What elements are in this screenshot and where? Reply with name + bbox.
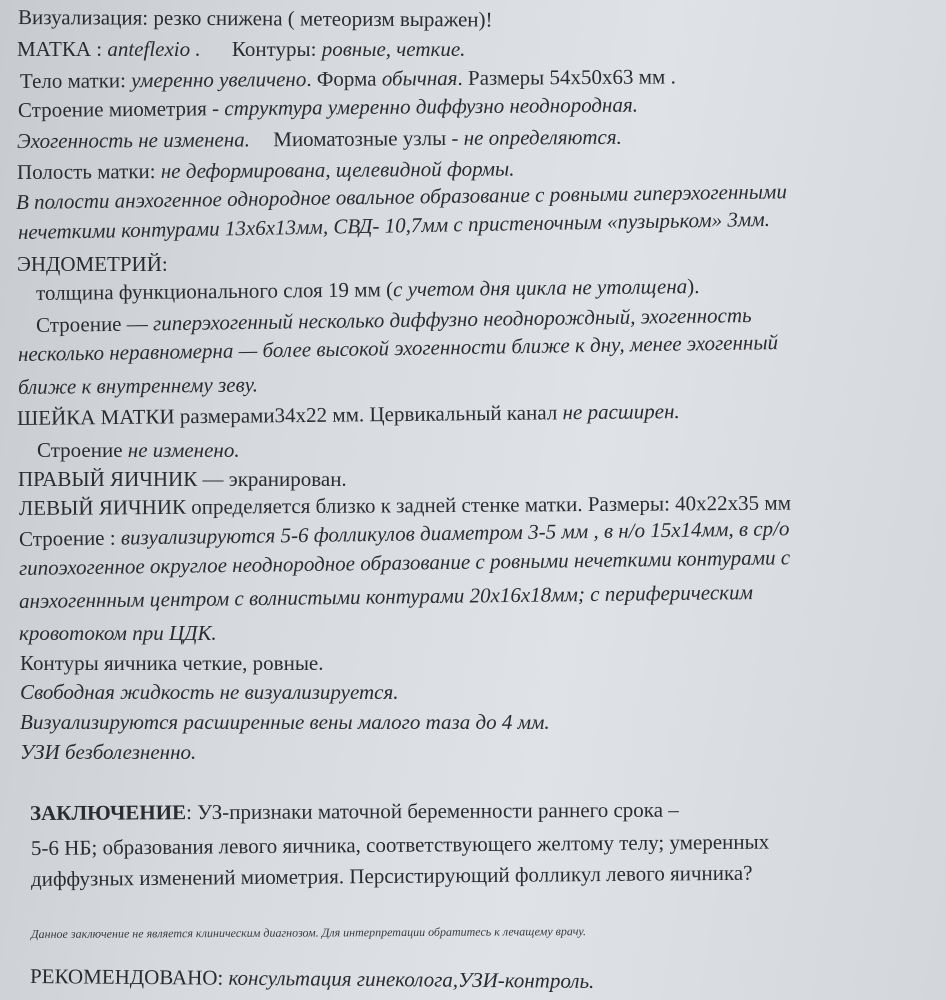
thickness-note: с учетом дня цикла не утолщена (392, 274, 688, 302)
ovary-contours: Контуры яичника четкие, ровные. (20, 651, 324, 675)
disclaimer-line (31, 925, 586, 940)
cavity-label: Полость матки: (16, 158, 161, 184)
recommendation-value: консультация гинеколога,УЗИ-контроль. (228, 965, 595, 993)
ovary-contours-line (20, 653, 324, 674)
cavity-text-2: нечеткими контурами 13x6x13мм, СВД- 10,7мм с пристеночным «пузырьком» 3мм. (17, 206, 771, 244)
cervix-structure-line (37, 440, 240, 461)
endometrium-structure-2: несколько неравномерна — более высокой эхогенности ближе к дну, менее эхогенный (17, 330, 779, 366)
echogenicity-value: Эхогенность не изменена. (16, 127, 251, 153)
conclusion-line-2 (30, 829, 770, 860)
disclaimer: Данное заключение не является клиническим диагнозом. Для интерпретации обратитесь к лечащему врачу. (30, 924, 587, 941)
uterus-form-value: обычная (381, 65, 458, 91)
endometrium-thickness-line (36, 276, 700, 304)
cervix-structure-label: Строение (37, 438, 128, 462)
pelvic-veins-line (20, 712, 550, 733)
free-fluid-line (20, 682, 399, 703)
thickness-end: ). (687, 274, 700, 299)
cervix-structure-value: не изменено. (127, 438, 240, 462)
conclusion-text-1: : УЗ-признаки маточной беременности раннего срока – (186, 797, 679, 825)
uterus-body-line (20, 66, 676, 92)
endometrium-structure-line-3 (18, 374, 258, 398)
endometrium-heading: ЭНДОМЕТРИЙ: (17, 252, 168, 276)
ovary-structure-line-3 (19, 582, 753, 612)
endometrium-structure-3: ближе к внутреннему зеву. (17, 372, 259, 399)
uterus-form-label: . Форма (306, 66, 382, 92)
cervix-value: не расширен. (562, 399, 680, 425)
cervix-line (17, 401, 680, 429)
endometrium-structure-1: гиперэхогенный несколько диффузно неоднорождный, эхогенность (152, 303, 752, 336)
cavity-line (16, 156, 515, 184)
endometrium-structure-label: Строение — (35, 311, 154, 337)
ovary-structure-line-2 (19, 547, 790, 579)
cavity-text-line-2 (17, 206, 771, 244)
conclusion-line-1 (29, 797, 679, 825)
uterus-position: anteflexio . (107, 37, 201, 61)
visualization-line (18, 7, 493, 30)
cavity-value: не деформирована, щелевидной формы. (160, 156, 515, 183)
ovary-structure-line-1 (19, 518, 790, 550)
pelvic-veins: Визуализируются расширенные вены малого таза до 4 мм. (20, 710, 550, 734)
myometrium-line (17, 92, 639, 122)
painless: УЗИ безболезненно. (20, 740, 197, 764)
ovary-structure-2: гипоэхогенное округлое неоднородное образование с ровными нечеткими контурами с (18, 545, 791, 580)
ovary-structure-1: визуализируются 5-6 фолликулов диаметром 3-5 мм , в н/о 15x14мм, в ср/о (120, 516, 790, 550)
myometrium-value: структура умеренно диффузно неоднородная. (224, 92, 639, 121)
conclusion-text-2: 5-6 НБ; образования левого яичника, соответствующего желтому телу; умеренных (30, 829, 770, 860)
uterus-contours-label: Контуры: (231, 37, 322, 61)
left-ovary: ЛЕВЫЙ ЯИЧНИК определяется близко к задней стенке матки. Размеры: 40x22x35 мм (18, 490, 792, 520)
right-ovary-line (18, 469, 347, 490)
recommendation-label: РЕКОМЕНДОВАНО: (29, 964, 229, 990)
myometrium-label: Строение миометрия - (17, 96, 225, 122)
conclusion-line-3 (30, 860, 753, 891)
myoma-label: Миоматозные узлы - (273, 125, 464, 152)
uterus-body-value: умеренно увеличено (131, 67, 307, 93)
ovary-structure-line-4 (19, 623, 217, 644)
visualization-text: Визуализация: резко снижена ( метеоризм выражен)! (17, 5, 493, 32)
left-ovary-line (18, 490, 792, 520)
free-fluid: Свободная жидкость не визуализируется. (20, 680, 399, 704)
endometrium-heading-line (17, 254, 168, 275)
conclusion-text-3: диффузных изменений миометрия. Персистирующий фолликул левого яичника? (30, 860, 753, 891)
myoma-value: не определяются. (463, 124, 622, 150)
conclusion-label: ЗАКЛЮЧЕНИЕ (29, 800, 187, 825)
ovary-structure-label: Строение : (18, 525, 122, 551)
recommendation-line (30, 966, 595, 992)
right-ovary: ПРАВЫЙ ЯИЧНИК — экранирован. (18, 467, 347, 491)
cavity-text-1: В полости анэхогенное однородное овальное образование с ровными гиперэхогенными (15, 179, 788, 214)
uterus-size: . Размеры 54x50x63 мм . (457, 64, 676, 90)
thickness-label: толщина функционального слоя 19 мм ( (35, 277, 394, 305)
uterus-heading: МАТКА : (17, 37, 108, 61)
cervix-label: ШЕЙКА МАТКИ размерами34x22 мм. Цервикальный канал (16, 400, 563, 430)
echogenicity-line (16, 124, 622, 153)
painless-line (20, 742, 196, 763)
ovary-structure-3: анэхогеннным центром с волнистыми контурами 20x16x18мм; с периферическим (18, 580, 754, 613)
uterus-heading-line (17, 39, 465, 60)
endometrium-structure-line-2 (18, 332, 778, 365)
uterus-contours-value: ровные, четкие. (321, 37, 466, 61)
ovary-structure-4: кровотоком при ЦДК. (19, 621, 217, 645)
uterus-body-label: Тело матки: (19, 68, 132, 93)
